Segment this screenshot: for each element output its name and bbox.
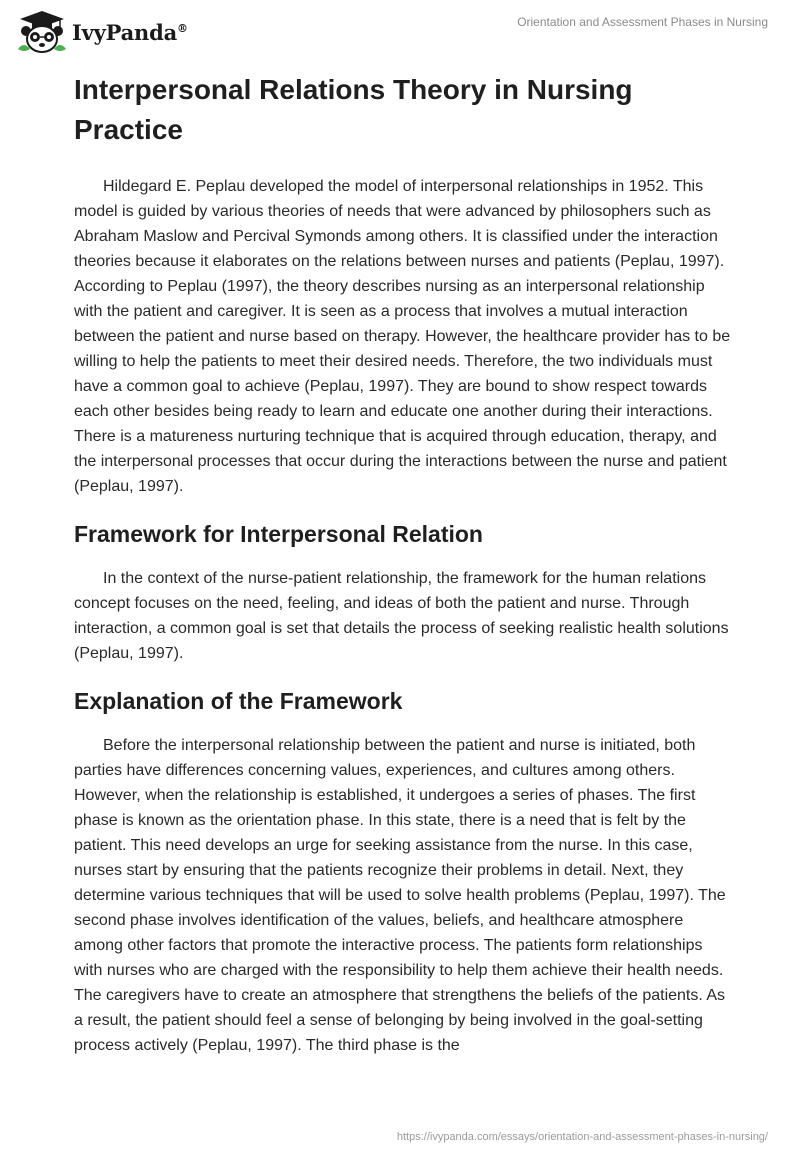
article-content (74, 70, 734, 1058)
article-title: Interpersonal Relations Theory in Nursing Practice (74, 74, 633, 145)
page-header (0, 0, 800, 60)
document-title: Orientation and Assessment Phases in Nursing (517, 15, 768, 29)
brand-logo[interactable] (14, 8, 188, 56)
source-url[interactable]: https://ivypanda.com/essays/orientation-and-assessment-phases-in-nursing/ (396, 1131, 768, 1143)
section-body-framework: In the context of the nurse-patient relationship, the framework for the human relations concept focuses on the need, feeling, and ideas of both the patient and nurse. Through interaction, a common goal is set that details the process of seeking realistic health solutions (Peplau, 1997). (74, 570, 729, 662)
section-body-explanation: Before the interpersonal relationship between the patient and nurse is initiated, both parties have differences concerning values, experiences, and cultures among others. However, when the relationship is established, it undergoes a series of phases. The first phase is known as the orientation phase. In this state, there is a need that is felt by the patient. This need develops an urge for seeking assistance from the nurse. In this case, nurses start by ensuring that the patients recognize their problems in detail. Next, they determine various techniques that will be used to solve health problems (Peplau, 1997). The second phase involves identification of the values, beliefs, and healthcare atmosphere among other factors that promote the interactive process. The patients form relationships with nurses who are charged with the responsibility to help them achieve their health needs. The caregivers have to create an atmosphere that strengthens the beliefs of the patients. As a result, the patient should feel a sense of belonging by being involved in the goal-setting process actively (Peplau, 1997). The third phase is the (74, 737, 726, 1054)
section-heading-framework: Framework for Interpersonal Relation (74, 521, 483, 547)
section-heading-explanation: Explanation of the Framework (74, 688, 403, 714)
brand-name: IvyPanda® (72, 19, 188, 45)
intro-paragraph: Hildegard E. Peplau developed the model of interpersonal relationships in 1952. This model is guided by various theories of needs that were advanced by philosophers such as Abraham Maslow and Percival Symonds among others. It is classified under the interaction theories because it elaborates on the relations between nurses and patients (Peplau, 1997). According to Peplau (1997), the theory describes nursing as an interpersonal relationship with the patient and caregiver. It is seen as a process that involves a mutual interaction between the patient and nurse based on therapy. However, the healthcare provider has to be willing to help the patients to meet their desired needs. Therefore, the two individuals must have a common goal to achieve (Peplau, 1997). They are bound to show respect towards each other besides being ready to learn and educate one another during their interactions. There is a matureness nurturing technique that is acquired through education, therapy, and the interpersonal processes that occur during the interactions between the nurse and patient (Peplau, 1997). (74, 178, 731, 495)
panda-graduate-icon (14, 9, 66, 55)
